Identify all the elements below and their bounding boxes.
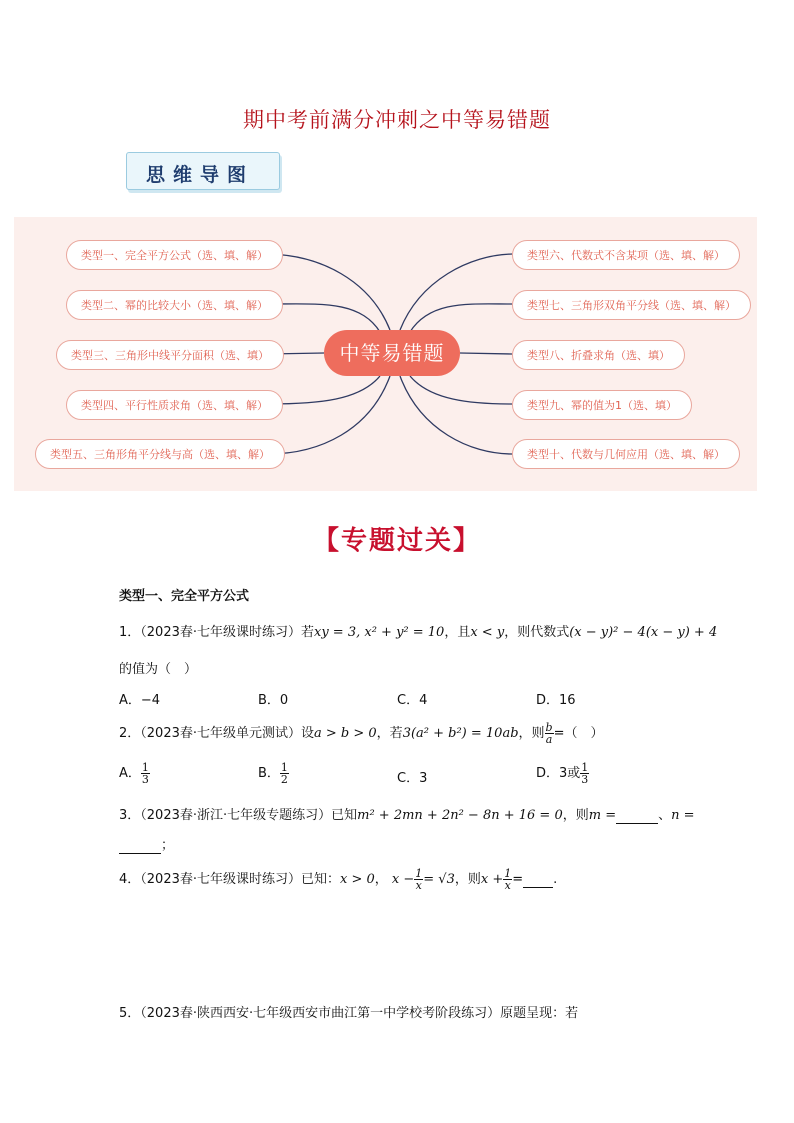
q4-period: . <box>553 872 558 887</box>
q4-ask-fraction: $\frac{1}{x}$ <box>504 867 512 892</box>
q4-eq-left: x − <box>391 872 415 887</box>
q2-end: =（ ） <box>553 726 604 741</box>
q2-mid-2: ，则 <box>518 726 545 741</box>
question-3-line-2 <box>119 834 174 854</box>
q2-option-d-fraction: $\frac{1}{3}$ <box>581 761 589 786</box>
q2-fraction: $\frac{b}{a}$ <box>545 721 553 746</box>
mind-node-type-6: 类型六、代数式不含某项（选、填、解） <box>512 240 740 270</box>
q1-option-c: C．4 <box>397 693 428 708</box>
q1-expression: (x − y)² − 4(x − y) + 4 <box>569 625 718 640</box>
type-heading: 类型一、完全平方公式 <box>119 589 250 604</box>
q4-condition: x > 0 <box>340 872 375 887</box>
q3-n-answer-blank[interactable] <box>119 838 161 854</box>
q1-mid-2: ，则代数式 <box>504 625 570 640</box>
link-right-1 <box>400 254 512 330</box>
q1-lead: 1．（2023春·七年级课时练习）若 <box>119 625 314 640</box>
question-4 <box>119 868 557 891</box>
link-right-2 <box>410 304 512 332</box>
link-left-1 <box>268 254 390 330</box>
mind-node-type-9: 类型九、幂的值为1（选、填） <box>512 390 692 420</box>
q2-option-d: D．3或 $\frac{1}{3}$ <box>536 761 589 786</box>
q2-lead: 2．（2023春·七年级单元测试）设 <box>119 726 314 741</box>
question-3-line-1 <box>119 804 695 824</box>
mind-node-type-10: 类型十、代数与几何应用（选、填、解） <box>512 439 740 469</box>
q1-option-a: A．−4 <box>119 693 161 708</box>
q3-m-answer-blank[interactable] <box>616 808 658 824</box>
q1-condition: xy = 3, x² + y² = 10 <box>314 625 445 640</box>
q3-lead: 3．（2023春·浙江·七年级专题练习）已知 <box>119 808 358 823</box>
link-right-4 <box>410 376 512 404</box>
mind-node-type-2: 类型二、幂的比较大小（选、填、解） <box>66 290 283 320</box>
question-2 <box>119 722 604 745</box>
page-title: 期中考前满分冲刺之中等易错题 <box>243 108 551 132</box>
q3-mid: ，则 <box>562 808 589 823</box>
q3-end: ； <box>161 838 175 853</box>
q4-lead: 4．（2023春·七年级课时练习）已知： <box>119 872 340 887</box>
q2-option-b-fraction: $\frac{1}{2}$ <box>280 761 288 786</box>
mind-map-center: 中等易错题 <box>324 330 460 376</box>
q2-option-b: B． $\frac{1}{2}$ <box>258 761 288 786</box>
q4-separator: ， <box>374 872 388 887</box>
question-1-line-2: 的值为（ ） <box>119 662 198 677</box>
link-right-3 <box>460 353 512 354</box>
q2-option-a: A． $\frac{1}{3}$ <box>119 761 149 786</box>
q4-eq-fraction: $\frac{1}{x}$ <box>415 867 423 892</box>
q1-condition-2: x < y <box>470 625 505 640</box>
link-right-5 <box>400 376 512 454</box>
q1-option-d: D．16 <box>536 693 576 708</box>
q4-ask: x + <box>480 872 504 887</box>
q4-mid: ，则 <box>454 872 481 887</box>
link-left-4 <box>268 376 380 404</box>
link-left-2 <box>268 304 380 332</box>
mind-node-type-3: 类型三、三角形中线平分面积（选、填） <box>56 340 284 370</box>
mind-node-type-8: 类型八、折叠求角（选、填） <box>512 340 685 370</box>
banner-label: 思维导图 <box>146 164 255 186</box>
q2-condition: a > b > 0 <box>314 726 377 741</box>
q4-answer-blank[interactable] <box>523 872 553 888</box>
link-left-5 <box>268 376 390 454</box>
mind-node-type-4: 类型四、平行性质求角（选、填、解） <box>66 390 283 420</box>
q4-eq-right: = √3 <box>423 872 455 887</box>
question-5: 5．（2023春·陕西西安·七年级西安市曲江第一中学校考阶段练习）原题呈现：若 <box>119 1006 579 1021</box>
mind-node-type-7: 类型七、三角形双角平分线（选、填、解） <box>512 290 751 320</box>
q2-option-c: C．3 <box>397 771 428 786</box>
mind-node-type-5: 类型五、三角形角平分线与高（选、填、解） <box>35 439 285 469</box>
mind-node-type-1: 类型一、完全平方公式（选、填、解） <box>66 240 283 270</box>
section-title: 【专题过关】 <box>312 526 481 556</box>
q3-m-label: m = <box>588 808 617 823</box>
q2-option-a-fraction: $\frac{1}{3}$ <box>141 761 149 786</box>
q2-mid: ，若 <box>376 726 403 741</box>
q3-equation: m² + 2mn + 2n² − 8n + 16 = 0 <box>357 808 563 823</box>
q1-mid: ，且 <box>444 625 471 640</box>
q2-equation: 3(a² + b²) = 10ab <box>402 726 519 741</box>
q3-separator: 、 <box>658 808 672 823</box>
q3-n-label: n = <box>671 808 695 823</box>
question-1-line-1 <box>119 621 717 640</box>
q4-equals: = <box>512 872 524 887</box>
q1-option-b: B．0 <box>258 693 289 708</box>
